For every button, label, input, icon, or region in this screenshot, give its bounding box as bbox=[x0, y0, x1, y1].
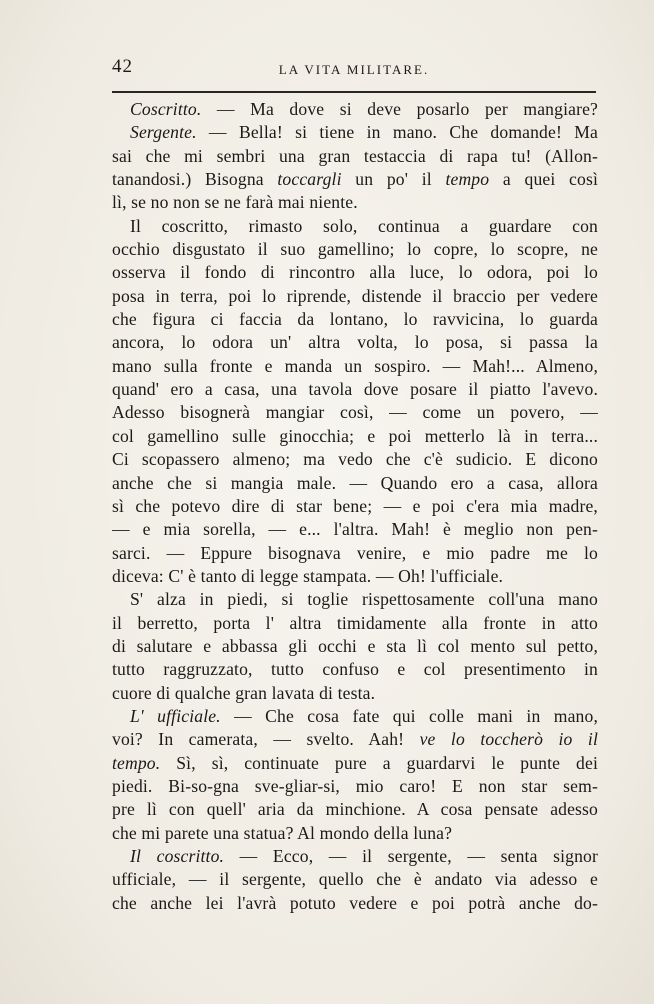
text-line bbox=[112, 495, 598, 518]
text-line bbox=[112, 845, 598, 868]
text-line bbox=[112, 145, 598, 168]
text-span: un po' il bbox=[341, 169, 446, 190]
text-line bbox=[112, 168, 598, 191]
text-span: — Che cosa fate qui colle mani in mano, bbox=[220, 705, 598, 726]
text-line bbox=[112, 425, 598, 448]
page-number: 42 bbox=[112, 56, 133, 77]
text-line bbox=[112, 331, 598, 354]
text-span: anche che si mangia male. — Quando ero a casa, allora bbox=[112, 472, 598, 493]
italic-span: tempo. bbox=[112, 752, 161, 773]
italic-span: ve lo toccherò io il bbox=[419, 729, 598, 750]
text-line bbox=[112, 401, 598, 424]
text-line bbox=[112, 238, 598, 261]
text-line bbox=[112, 308, 598, 331]
text-span: — Ma dove si deve posarlo per mangiare? bbox=[201, 99, 598, 119]
text-line bbox=[112, 822, 598, 845]
italic-span: toccargli bbox=[277, 169, 342, 190]
text-line bbox=[112, 868, 598, 891]
header-rule bbox=[112, 91, 596, 93]
text-span: sai che mi sembri una gran testaccia di rapa tu! (Allon- bbox=[112, 145, 598, 166]
text-line bbox=[112, 378, 598, 401]
text-line bbox=[112, 892, 598, 915]
text-span: diceva: C' è tanto di legge stampata. — Oh! l'ufficiale. bbox=[112, 565, 504, 586]
text-span: ufficiale, — il sergente, quello che è andato via adesso e bbox=[112, 869, 598, 890]
italic-span: tempo bbox=[445, 169, 490, 190]
text-span: — Ecco, — il sergente, — senta signor bbox=[224, 846, 598, 866]
page-header bbox=[112, 56, 596, 86]
running-title: LA VITA MILITARE. bbox=[278, 62, 430, 77]
italic-span: L' ufficiale. bbox=[130, 705, 221, 726]
text-span: osserva il fondo di rincontro alla luce, lo odora, poi lo bbox=[112, 262, 598, 283]
text-line bbox=[112, 752, 598, 775]
text-span: occhio disgustato il suo gamellino; lo copre, lo scopre, ne bbox=[112, 239, 598, 260]
text-line bbox=[112, 261, 598, 284]
text-span: cuore di qualche gran lavata di testa. bbox=[112, 682, 376, 703]
text-line bbox=[112, 121, 598, 144]
text-line bbox=[112, 215, 598, 238]
text-line bbox=[112, 705, 598, 728]
text-span: tanandosi.) Bisogna bbox=[112, 169, 278, 190]
text-line bbox=[112, 472, 598, 495]
text-line bbox=[112, 191, 598, 214]
text-line bbox=[112, 612, 598, 635]
text-line bbox=[112, 775, 598, 798]
text-span: posa in terra, poi lo riprende, distende il braccio per vedere bbox=[112, 285, 598, 306]
text-span: il berretto, porta l' altra timidamente alla fronte in atto bbox=[112, 612, 598, 633]
text-span: di salutare e abbassa gli occhi e sta lì col mento sul petto, bbox=[112, 635, 598, 656]
text-line bbox=[112, 98, 598, 121]
text-span: sì che potevo dire di star bene; — e poi c'era mia madre, bbox=[112, 495, 598, 516]
text-span: col gamellino sulle ginocchia; e poi metterlo là in terra... bbox=[112, 425, 598, 446]
text-line bbox=[112, 542, 598, 565]
text-span: mano sulla fronte e manda un sospiro. — Mah!... Almeno, bbox=[112, 355, 598, 376]
text-span: piedi. Bi-so-gna sve-gliar-si, mio caro! E non star sem- bbox=[112, 775, 598, 796]
text-span: Ci scopassero almeno; ma vedo che c'è sudicio. E dicono bbox=[112, 449, 598, 470]
text-span: che anche lei l'avrà potuto vedere e poi potrà anche do- bbox=[112, 892, 598, 913]
italic-span: Il coscritto. bbox=[130, 846, 225, 866]
text-span: Sì, sì, continuate pure a guardarvi le punte dei bbox=[160, 752, 598, 773]
text-span: che mi parete una statua? Al mondo della luna? bbox=[112, 822, 453, 843]
text-line bbox=[112, 448, 598, 471]
text-span: tutto raggruzzato, tutto confuso e col presentimento in bbox=[112, 659, 598, 680]
text-span: pre lì con quell' aria da minchione. A cosa pensate adesso bbox=[112, 799, 598, 820]
text-line bbox=[112, 635, 598, 658]
text-span: sarci. — Eppure bisognava venire, e mio padre me lo bbox=[112, 542, 598, 563]
italic-span: Coscritto. bbox=[130, 99, 202, 119]
text-span: — Bella! si tiene in mano. Che domande! Ma bbox=[196, 122, 598, 143]
text-line bbox=[112, 565, 598, 588]
text-span: che figura ci faccia da lontano, lo ravvicina, lo guarda bbox=[112, 309, 598, 330]
text-line bbox=[112, 682, 598, 705]
text-line bbox=[112, 588, 598, 611]
text-span: Il coscritto, rimasto solo, continua a guardare con bbox=[130, 215, 598, 236]
text-span: Adesso bisognerà mangiar così, — come un povero, — bbox=[112, 402, 598, 423]
text-line bbox=[112, 355, 598, 378]
text-span: voi? In camerata, — svelto. Aah! bbox=[112, 729, 420, 750]
text-line bbox=[112, 728, 598, 751]
text-line bbox=[112, 518, 598, 541]
italic-span: Sergente. bbox=[130, 122, 197, 143]
text-span: S' alza in piedi, si toglie rispettosamente coll'una mano bbox=[130, 589, 598, 610]
text-span: ancora, lo odora un' altra volta, lo posa, si passa la bbox=[112, 332, 598, 353]
text-line bbox=[112, 285, 598, 308]
body-text bbox=[112, 98, 598, 915]
text-span: lì, se no non se ne farà mai niente. bbox=[112, 192, 358, 213]
text-span: — e mia sorella, — e... l'altra. Mah! è meglio non pen- bbox=[112, 519, 598, 540]
text-line bbox=[112, 658, 598, 681]
text-span: quand' ero a casa, una tavola dove posare il piatto l'avevo. bbox=[112, 379, 598, 400]
text-span: a quei così bbox=[489, 169, 598, 190]
text-line bbox=[112, 798, 598, 821]
